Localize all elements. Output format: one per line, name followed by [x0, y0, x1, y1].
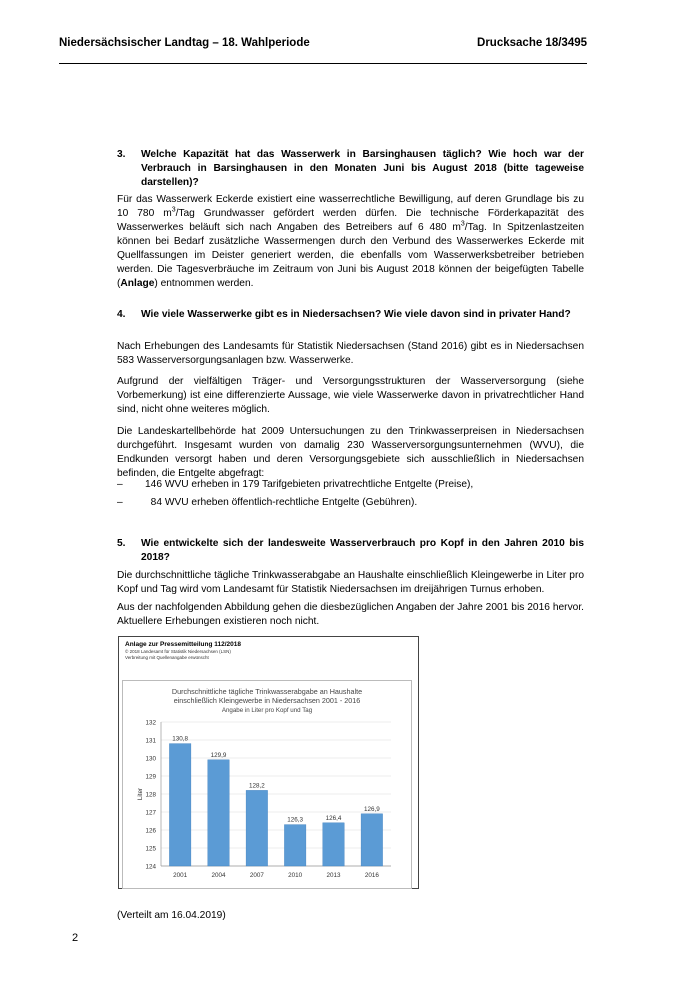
list-item-text: 146 WVU erheben in 179 Tarifgebieten privatrechtliche Entgelte (Preise),: [145, 479, 474, 490]
answer-4-paragraph-2: Aufgrund der vielfältigen Träger- und Versorgungsstrukturen der Wasserversorgung (siehe Vorbemerkung) ist eine differenzierte Aussage, wie viele Wasserwerke davon in privatrechtlicher Hand sind, nicht ohne weiteres möglich.: [117, 376, 584, 415]
question-3: [117, 148, 584, 190]
question-5: [117, 537, 584, 565]
answer-text: ) entnommen werden.: [154, 278, 254, 289]
figure-title: Anlage zur Pressemitteilung 112/2018: [125, 641, 241, 648]
bar: [361, 814, 382, 866]
annex-reference: Anlage: [120, 278, 155, 289]
x-tick-label: 2010: [288, 872, 303, 879]
y-tick-label: 125: [145, 845, 156, 853]
answer-5-paragraph-2: Aus der nachfolgenden Abbildung gehen die diesbezüglichen Angaben der Jahre 2001 bis 2016 hervor. Aktuellere Erhebungen existieren noch nicht.: [117, 602, 584, 627]
x-tick-label: 2001: [173, 872, 188, 879]
y-tick-label: 124: [145, 863, 156, 871]
question-4: [117, 308, 584, 322]
page-header: [59, 37, 587, 64]
answer-text: Für das Wasserwerk Eckerde existiert eine wasserrechtliche Bewilligung, auf deren Grundlage bis zu 10 780 m: [117, 194, 584, 219]
y-axis-label: Liter: [137, 787, 144, 801]
bar-value-label: 128,2: [248, 782, 265, 790]
x-tick-label: 2004: [211, 872, 226, 879]
answer-3: [117, 193, 584, 291]
figure: [118, 636, 419, 889]
chart-title-line: einschließlich Kleingewerbe in Niedersachsen 2001 - 2016: [173, 696, 361, 705]
question-text: Wie entwickelte sich der landesweite Wasserverbrauch pro Kopf in den Jahren 2010 bis 2018?: [141, 538, 584, 563]
y-tick-label: 127: [145, 809, 156, 817]
chart-title-line: Durchschnittliche tägliche Trinkwasserabgabe an Haushalte: [171, 687, 363, 696]
x-tick-label: 2013: [326, 872, 341, 879]
figure-note: Verbreitung mit Quellenangabe erwünscht: [125, 655, 209, 660]
bar-chart: [123, 681, 411, 888]
bar: [208, 760, 229, 866]
chart-frame: [122, 680, 412, 889]
document-number: Drucksache 18/3495: [477, 37, 587, 49]
y-tick-label: 132: [145, 719, 156, 727]
header-title: Niedersächsischer Landtag – 18. Wahlperiode: [59, 37, 310, 49]
answer-4-paragraph-1: Nach Erhebungen des Landesamts für Statistik Niedersachsen (Stand 2016) gibt es in Niedersachsen 583 Wasserversorgungsanlagen bzw. Wasserwerke.: [117, 341, 584, 366]
y-tick-label: 129: [145, 773, 156, 781]
bar-value-label: 129,9: [210, 751, 227, 759]
bar-value-label: 126,9: [363, 805, 380, 813]
superscript: 3: [171, 206, 176, 214]
chart-subtitle: Angabe in Liter pro Kopf und Tag: [221, 707, 313, 714]
bar: [169, 744, 190, 866]
answer-4-paragraph-3: Die Landeskartellbehörde hat 2009 Untersuchungen zu den Trinkwasserpreisen in Niedersachsen durchgeführt. Insgesamt wurden von damalig 230 Wasserversorgungsunternehmen (WVU), die Endkunden versorgt haben und deren Versorgungsgebiete sich ausschließlich in Niedersachsen befinden, die Entgelte abgefragt:: [117, 426, 584, 479]
question-text: Wie viele Wasserwerke gibt es in Niedersachsen? Wie viele davon sind in privater Hand?: [141, 309, 571, 320]
y-tick-label: 130: [145, 755, 156, 763]
answer-text: /Tag. In Spitzenlastzeiten können bei Bedarf zusätzliche Wassermengen durch den Verbund des Wasserwerkes Eckerde mit Quellfassungen im Deister generiert werden, die ebenfalls vom Wasserwerksbetreiber betrieben werden. Die Tagesverbräuche im Zeitraum von Juni bis August 2018 können der beigefügten Tabelle (: [117, 222, 584, 289]
x-tick-label: 2016: [364, 872, 379, 879]
answer-5-paragraph-1: Die durchschnittliche tägliche Trinkwasserabgabe an Haushalte einschließlich Kleingewerbe in Liter pro Kopf und Tag wird vom Landesamt für Statistik Niedersachsen im dreijährigen Turnus erhoben.: [117, 570, 584, 595]
page-number: 2: [72, 932, 79, 944]
question-number: 3.: [117, 149, 126, 160]
list-dash: –: [117, 497, 123, 508]
figure-source: © 2018 Landesamt für Statistik Niedersachsen (LSN): [125, 649, 231, 654]
bar: [284, 825, 305, 866]
question-text: Welche Kapazität hat das Wasserwerk in Barsinghausen täglich? Wie hoch war der Verbrauch in Barsinghausen in den Monaten Juni bis August 2018 (bitte tageweise darstellen)?: [141, 149, 584, 188]
bar: [323, 823, 344, 866]
list-item-text: 84 WVU erheben öffentlich-rechtliche Entgelte (Gebühren).: [145, 497, 418, 508]
x-tick-label: 2007: [249, 872, 264, 879]
y-tick-label: 126: [145, 827, 156, 835]
y-tick-label: 128: [145, 791, 156, 799]
distribution-note: (Verteilt am 16.04.2019): [117, 910, 226, 921]
answer-text: /Tag Grundwasser gefördert werden dürfen. Die technische Förderkapazität des Wasserwerkes beläuft sich nach Angaben des Betreibers auf 6 480 m: [117, 208, 584, 233]
list-dash: –: [117, 479, 123, 490]
bar: [246, 790, 267, 866]
question-number: 4.: [117, 309, 126, 320]
bar-value-label: 130,8: [172, 735, 189, 743]
superscript: 3: [460, 220, 465, 228]
bar-value-label: 126,3: [287, 816, 304, 824]
bar-value-label: 126,4: [325, 814, 342, 822]
y-tick-label: 131: [145, 737, 156, 745]
question-number: 5.: [117, 538, 126, 549]
